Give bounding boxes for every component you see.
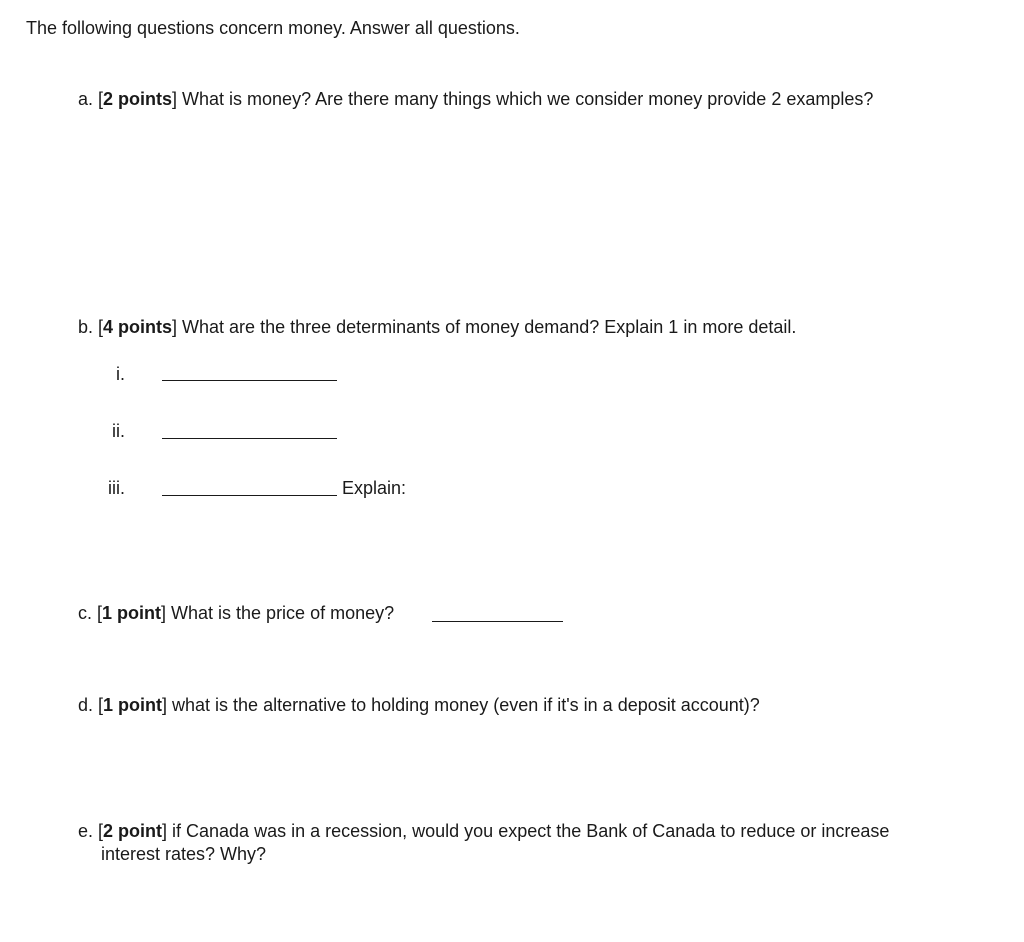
question-a-text: ] What is money? Are there many things which we consider money provide 2 examples? — [172, 89, 874, 109]
sub-item-ii-number: ii. — [112, 421, 125, 441]
question-d-text: ] what is the alternative to holding money (even if it's in a deposit account)? — [162, 695, 760, 715]
question-e — [78, 820, 889, 843]
explain-label: Explain: — [342, 478, 407, 498]
instructions-text: The following questions concern money. Answer all questions. — [26, 18, 520, 38]
answer-blank-iii[interactable] — [162, 495, 337, 496]
question-e-text-line2: interest rates? Why? — [101, 844, 267, 864]
question-d-letter: d. [ — [78, 695, 104, 715]
question-c-points: 1 point — [102, 603, 162, 623]
answer-blank-ii[interactable] — [162, 438, 337, 439]
question-a-letter: a. [ — [78, 89, 104, 109]
question-b-points: 4 points — [103, 317, 173, 337]
question-c-text: ] What is the price of money? — [161, 603, 395, 623]
question-b — [78, 316, 796, 339]
question-d-points: 1 point — [103, 695, 163, 715]
answer-blank-c[interactable] — [432, 621, 563, 622]
question-e-points: 2 point — [103, 821, 163, 841]
question-b-text: ] What are the three determinants of money demand? Explain 1 in more detail. — [172, 317, 797, 337]
question-e-letter: e. [ — [78, 821, 104, 841]
question-c-letter: c. [ — [78, 603, 103, 623]
sub-item-iii-number: iii. — [108, 478, 125, 498]
question-b-letter: b. [ — [78, 317, 104, 337]
sub-item-i-number: i. — [116, 364, 125, 384]
question-d — [78, 694, 760, 717]
question-c — [78, 602, 394, 625]
question-a-points: 2 points — [103, 89, 173, 109]
question-a — [78, 88, 873, 111]
answer-blank-i[interactable] — [162, 380, 337, 381]
question-e-text: ] if Canada was in a recession, would you expect the Bank of Canada to reduce or increase — [162, 821, 890, 841]
